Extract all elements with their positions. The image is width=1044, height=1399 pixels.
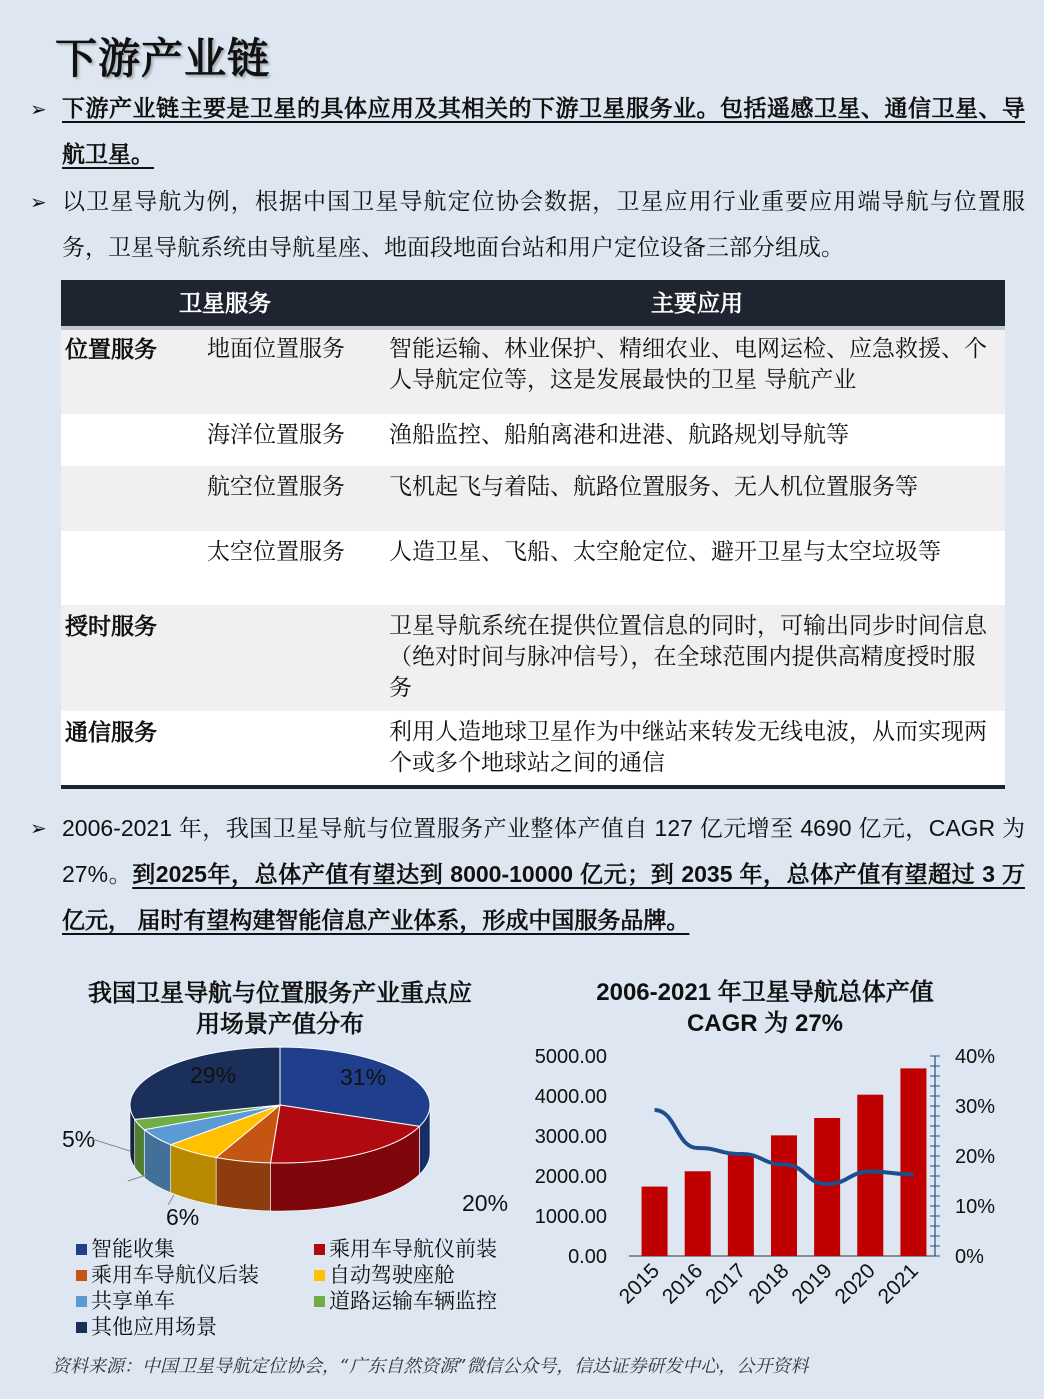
- table-row: [61, 711, 1005, 787]
- pie-legend-item: [76, 1314, 217, 1340]
- row-category: [61, 466, 207, 531]
- row-category: 授时服务: [61, 605, 207, 711]
- legend-label: 乘用车导航仪前装: [329, 1237, 497, 1261]
- bar-mark: [642, 1187, 668, 1256]
- table-row: [61, 328, 1005, 414]
- table-header-row: [61, 280, 1005, 328]
- legend-label: 共享单车: [91, 1289, 175, 1313]
- legend-label: 乘用车导航仪后装: [91, 1263, 259, 1287]
- row-category: [61, 414, 207, 466]
- y2-tick-label: 30%: [955, 1096, 996, 1118]
- pie-legend-item: [314, 1262, 455, 1288]
- row-application: 利用人造地球卫星作为中继站来转发无线电波，从而实现两个或多个地球站之间的通信: [389, 711, 1005, 787]
- page-title: 下游产业链: [55, 34, 271, 83]
- x-tick-label: 2019: [787, 1259, 837, 1309]
- y2-tick-label: 40%: [955, 1046, 996, 1068]
- legend-swatch: [76, 1270, 87, 1281]
- x-tick-label: 2016: [657, 1259, 708, 1309]
- row-category: 位置服务: [61, 328, 207, 414]
- y-tick-label: 1000.00: [534, 1206, 607, 1228]
- row-subcategory: 地面位置服务: [207, 328, 389, 414]
- row-application: 智能运输、林业保护、精细农业、电网运检、应急救援、个人导航定位等，这是发展最快的卫星 导航产业: [389, 328, 1005, 414]
- pie-legend-item: [76, 1262, 259, 1288]
- x-tick-label: 2015: [614, 1259, 665, 1309]
- x-tick-label: 2021: [873, 1259, 923, 1309]
- y-tick-label: 3000.00: [534, 1126, 607, 1148]
- row-subcategory: 航空位置服务: [207, 466, 389, 531]
- x-tick-label: 2017: [701, 1259, 751, 1309]
- table-row: [61, 605, 1005, 711]
- table-row: [61, 531, 1005, 605]
- legend-label: 自动驾驶座舱: [329, 1263, 455, 1287]
- arrow-bullet-icon: ➢: [30, 97, 47, 121]
- row-subcategory: [207, 711, 389, 787]
- pie-leader-line: [92, 1139, 130, 1151]
- table-row: [61, 466, 1005, 531]
- bar-chart-title: [555, 977, 975, 1039]
- pie-value-label: 20%: [462, 1190, 509, 1216]
- y-tick-label: 2000.00: [534, 1166, 607, 1188]
- bar-chart-title-line2: CAGR 为 27%: [686, 1010, 844, 1037]
- bar-mark: [728, 1154, 754, 1256]
- row-application: 渔船监控、船舶离港和进港、航路规划导航等: [389, 414, 1005, 466]
- arrow-bullet-icon: ➢: [30, 190, 47, 214]
- satellite-service-table: [61, 280, 1005, 789]
- y2-tick-label: 0%: [955, 1246, 984, 1268]
- row-subcategory: 太空位置服务: [207, 531, 389, 605]
- bar-mark: [771, 1135, 797, 1256]
- x-tick-label: 2020: [830, 1259, 880, 1309]
- row-application: 卫星导航系统在提供位置信息的同时，可输出同步时间信息（绝对时间与脉冲信号），在全球范围内提供高精度授时服务: [389, 605, 1005, 711]
- bar-mark: [857, 1095, 883, 1256]
- legend-label: 道路运输车辆监控: [329, 1289, 497, 1313]
- source-note: 资料来源：中国卫星导航定位协会，“广东自然资源”微信公众号，信达证券研发中心，公开资料: [52, 1356, 809, 1377]
- bullet-navigation: [30, 179, 1025, 271]
- legend-label: 智能收集: [91, 1237, 175, 1261]
- bullet-downstream: [30, 86, 1025, 178]
- legend-swatch: [76, 1296, 87, 1307]
- legend-swatch: [76, 1244, 87, 1255]
- pie-value-label: 31%: [340, 1064, 387, 1090]
- bullet-text-emphasis: 到2025年，总体产值有望达到 8000-10000 亿元；到 2035 年，总体产值有望超过 3 万亿元， 届时有望构建智能信息产业体系，形成中国服务品牌。: [62, 861, 1025, 933]
- arrow-bullet-icon: ➢: [30, 816, 47, 840]
- pie-value-label: 29%: [190, 1062, 237, 1088]
- table-header-application: 主要应用: [389, 280, 1005, 328]
- pie-value-label: 6%: [166, 1204, 200, 1230]
- bullet-text: 下游产业链主要是卫星的具体应用及其相关的下游卫星服务业。包括遥感卫星、通信卫星、导航卫星。: [62, 95, 1025, 168]
- legend-swatch: [314, 1296, 325, 1307]
- bar-line-chart: [515, 1040, 1015, 1340]
- y2-tick-label: 10%: [955, 1196, 996, 1218]
- bullet-output-value: [30, 805, 1025, 943]
- row-application: 飞机起飞与着陆、航路位置服务、无人机位置服务等: [389, 466, 1005, 531]
- pie-value-label: 5%: [62, 1126, 96, 1152]
- legend-label: 其他应用场景: [91, 1315, 217, 1339]
- legend-swatch: [314, 1270, 325, 1281]
- row-category: 通信服务: [61, 711, 207, 787]
- y-tick-label: 0.00: [568, 1246, 607, 1268]
- row-application: 人造卫星、飞船、太空舱定位、避开卫星与太空垃圾等: [389, 531, 1005, 605]
- bar-chart-title-line1: 2006-2021 年卫星导航总体产值: [596, 979, 934, 1006]
- row-category: [61, 531, 207, 605]
- y2-tick-label: 20%: [955, 1146, 996, 1168]
- pie-legend-item: [314, 1288, 497, 1314]
- legend-swatch: [314, 1244, 325, 1255]
- bar-mark: [900, 1068, 926, 1256]
- legend-swatch: [76, 1322, 87, 1333]
- pie-leader-line: [128, 1175, 146, 1181]
- bullet-text: 2006-2021 年，我国卫星导航与位置服务产业整体产值自 127 亿元增至 4690 亿元，CAGR 为 27%。: [62, 815, 1025, 887]
- table-row: [61, 414, 1005, 466]
- y-tick-label: 4000.00: [534, 1086, 607, 1108]
- row-subcategory: [207, 605, 389, 711]
- bar-mark: [814, 1118, 840, 1256]
- pie-legend-item: [76, 1288, 175, 1314]
- y-tick-label: 5000.00: [534, 1046, 607, 1068]
- pie-legend-item: [314, 1236, 497, 1262]
- bullet-text: 以卫星导航为例，根据中国卫星导航定位协会数据，卫星应用行业重要应用端导航与位置服务，卫星导航系统由导航星座、地面段地面台站和用户定位设备三部分组成。: [62, 189, 1025, 261]
- pie-chart: [50, 1035, 520, 1235]
- pie-slice-side: [216, 1157, 270, 1210]
- pie-legend-item: [76, 1236, 175, 1262]
- bar-mark: [685, 1171, 711, 1256]
- pie-chart-title: 我国卫星导航与位置服务产业重点应用场景产值分布: [88, 978, 472, 1038]
- x-tick-label: 2018: [744, 1259, 794, 1309]
- table-header-service: 卫星服务: [61, 280, 389, 328]
- row-subcategory: 海洋位置服务: [207, 414, 389, 466]
